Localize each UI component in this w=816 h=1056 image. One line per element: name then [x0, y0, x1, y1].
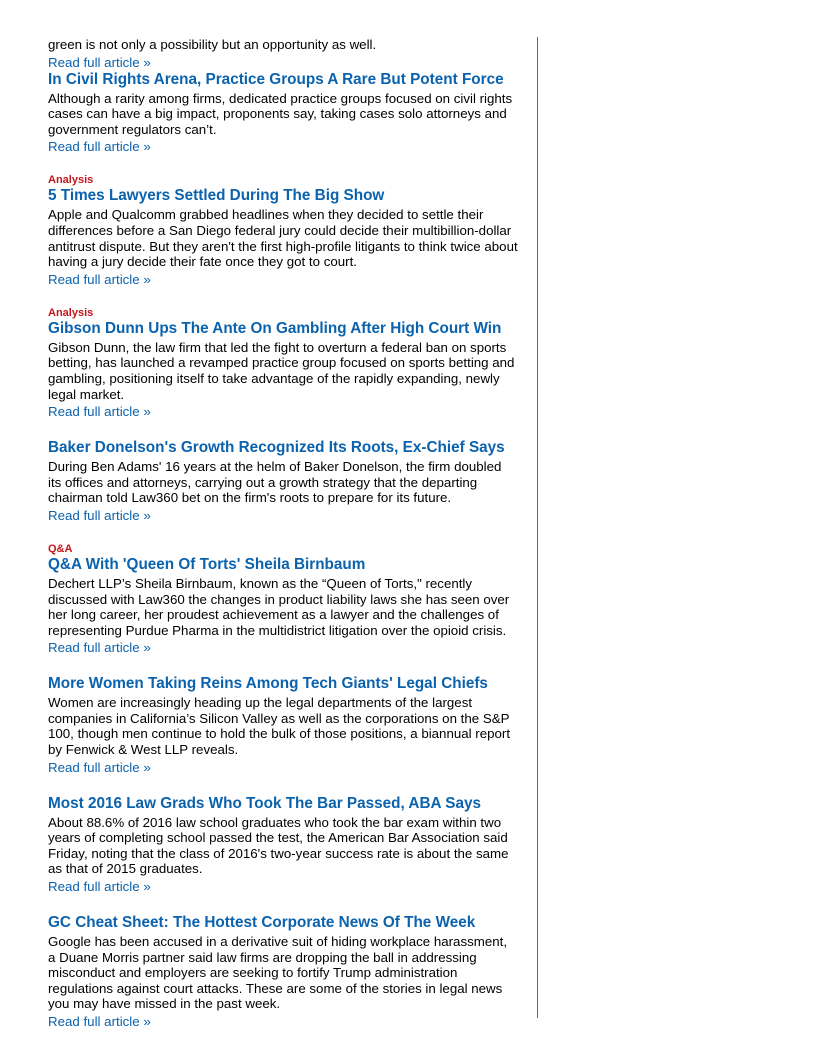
article-kicker: Analysis — [48, 306, 94, 319]
article-title[interactable]: 5 Times Lawyers Settled During The Big Show — [48, 187, 385, 205]
article-lead-fragment — [48, 37, 518, 71]
read-more-link[interactable]: Read full article » — [48, 879, 151, 895]
read-more-link[interactable]: Read full article » — [48, 404, 151, 420]
article-item — [48, 307, 518, 420]
article-kicker: Analysis — [48, 174, 94, 187]
article-title[interactable]: Baker Donelson's Growth Recognized Its Roots, Ex-Chief Says — [48, 439, 505, 457]
article-title[interactable]: Q&A With 'Queen Of Torts' Sheila Birnbaum — [48, 555, 366, 573]
read-more-link[interactable]: Read full article » — [48, 640, 151, 656]
read-more-link[interactable]: Read full article » — [48, 507, 151, 523]
article-item — [48, 795, 518, 895]
read-more-link[interactable]: Read full article » — [48, 759, 151, 775]
article-title[interactable]: GC Cheat Sheet: The Hottest Corporate News Of The Week — [48, 914, 476, 932]
article-summary: Dechert LLP’s Sheila Birnbaum, known as the “Queen of Torts," recently discussed with Law360 the changes in product liability laws she has seen over her long career, her proudest achievement as a lawyer and the challenges of representing Purdue Pharma in the multidistrict litigation over the opioid crisis. — [48, 575, 510, 638]
column-divider — [537, 37, 538, 1018]
read-more-link[interactable]: Read full article » — [48, 54, 151, 70]
article-summary: Women are increasingly heading up the legal departments of the largest companies in California’s Silicon Valley as well as the corporations on the S&P 100, though men continue to hold the bulk of those positions, a biannual report by Fenwick & West LLP reveals. — [48, 695, 511, 758]
article-item — [48, 543, 518, 656]
read-more-link[interactable]: Read full article » — [48, 1014, 151, 1029]
article-summary: Apple and Qualcomm grabbed headlines when they decided to settle their differences before a San Diego federal jury could decide their multibillion-dollar antitrust dispute. But they aren't the first high-profile litigants to think twice about having a jury decide their fate once they got to court. — [48, 207, 518, 270]
article-item — [48, 71, 518, 156]
article-title[interactable]: In Civil Rights Arena, Practice Groups A Rare But Potent Force — [48, 70, 504, 88]
article-kicker: Q&A — [48, 542, 73, 555]
article-title[interactable]: More Women Taking Reins Among Tech Giants' Legal Chiefs — [48, 675, 488, 693]
article-summary: Although a rarity among firms, dedicated practice groups focused on civil rights cases can have a big impact, proponents say, taking cases solo attorneys and government regulators can’t. — [48, 90, 513, 137]
read-more-link[interactable]: Read full article » — [48, 271, 151, 287]
article-title[interactable]: Most 2016 Law Grads Who Took The Bar Passed, ABA Says — [48, 794, 481, 812]
article-summary: Google has been accused in a derivative suit of hiding workplace harassment, a Duane Morris partner said law firms are dropping the ball in addressing misconduct and employers are seeking to fortify Trump administration regulations against court attacks. These are some of the stories in legal news you may have missed in the past week. — [48, 934, 508, 1012]
article-title[interactable]: Gibson Dunn Ups The Ante On Gambling After High Court Win — [48, 319, 502, 337]
article-list — [48, 37, 518, 1030]
article-item — [48, 174, 518, 287]
article-summary: About 88.6% of 2016 law school graduates who took the bar exam within two years of completing school passed the test, the American Bar Association said Friday, noting that the class of 2016's two-year success rate is about the same as that of 2015 graduates. — [48, 814, 509, 877]
article-item — [48, 914, 518, 1030]
article-summary: Gibson Dunn, the law firm that led the fight to overturn a federal ban on sports betting, has launched a revamped practice group focused on sports betting and gambling, positioning itself to take advantage of the rapidly expanding, newly legal market. — [48, 339, 515, 402]
article-item — [48, 439, 518, 524]
article-summary: During Ben Adams' 16 years at the helm of Baker Donelson, the firm doubled its offices and attorneys, carrying out a growth strategy that the departing chairman told Law360 bet on the firm's roots to prepare for its future. — [48, 459, 502, 506]
article-item — [48, 675, 518, 775]
article-summary: green is not only a possibility but an opportunity as well. — [48, 37, 377, 52]
read-more-link[interactable]: Read full article » — [48, 139, 151, 155]
